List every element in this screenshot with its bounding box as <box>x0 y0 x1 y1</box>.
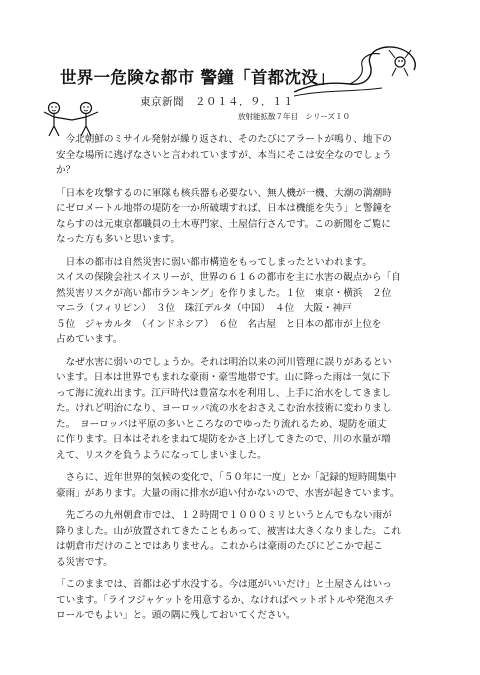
paragraph-asakura: 先ごろの九州朝倉市では、１２時間で１０００ミリというとんでもない雨が 降りました。山が放置されてきたこともあって、被害は大きくなりました。これ は朝倉市だけのことではありません。これからは豪雨のたびにどこかで起こ る災害です。 <box>56 510 402 568</box>
paragraph-quote: 「日本を攻撃するのに軍隊も核兵器も必要ない、無人機が一機、大潮の満潮時 にゼロメートル地帯の堤防を一か所破壊すれば、日本は機能を失う」と警鐘を ならすのは元東京都職員の土木専門家、土屋信行さんです。この新聞をご覧に なった方も多いと思います。 <box>56 187 392 245</box>
newspaper-source: 東京新聞 ２０１４．９．１１ <box>140 96 294 108</box>
paragraph-climate: さらに、近年世界的気候の変化で、「５０年に一度」とか「記録的短時間集中 豪雨」があります。大量の雨に排水が追い付かないので、水害が起きています。 <box>56 472 400 499</box>
wave-illustration <box>292 40 432 100</box>
paragraph-ranking: 日本の都市は自然災害に弱い都市構造をもってしまったといわれます。 スイスの保険会社スイスリーが、世界の６１６の都市を主に水害の観点から「自 然災害リスクが高い都市ランキング」を作りました。１位 東京・横浜 ２位 マニラ（フィリピン） ３位 珠江デルタ（中国） ４位 大阪・神戸 ５位 ジャカルタ （インドネシア） ６位 名古屋 と日本の都市が上位を 占めています。 <box>56 256 401 345</box>
article-title: 世界一危険な都市 警鐘「首都沈没」 <box>60 68 335 87</box>
paragraph-intro: 今北朝鮮のミサイル発射が繰り返され、そのたびにアラートが鳴り、地下の 安全な場所に逃げなさいと言われていますが、本当にそこは安全なのでしょう か？ <box>56 134 392 176</box>
series-label: 放射能拡散７年目 シリーズ１０ <box>238 112 351 121</box>
article-body <box>56 132 436 624</box>
paragraph-conclusion: 「このままでは、首都は必ず水没する。今は運がいいだけ」と土屋さんはいっ ています。「ライフジャケットを用意するか、なければペットボトルや発泡スチ ロールでもよい」と。頭の隅に残しておいてください。 <box>56 579 394 621</box>
paragraph-river-management: なぜ水害に弱いのでしょうか。それは明治以来の河川管理に誤りがあるとい います。日本は世界でもまれな豪雨・豪雪地帯です。山に降った雨は一気に下 って海に流れ出ます。江戸時代は豊富な水を利用し、上手に治水をしてきまし た。けれど明治になり、ヨーロッパ流の水をおさえこむ治水技術に変わりまし た。 ヨーロッパは平原の多いところなのでゆったり流れるため、堤防を頑丈 に作ります。日本はそれをまねて堤防をかさ上げしてきたので、川の水量が増 えて、リスクを負うようになってしまいました。 <box>56 356 392 461</box>
